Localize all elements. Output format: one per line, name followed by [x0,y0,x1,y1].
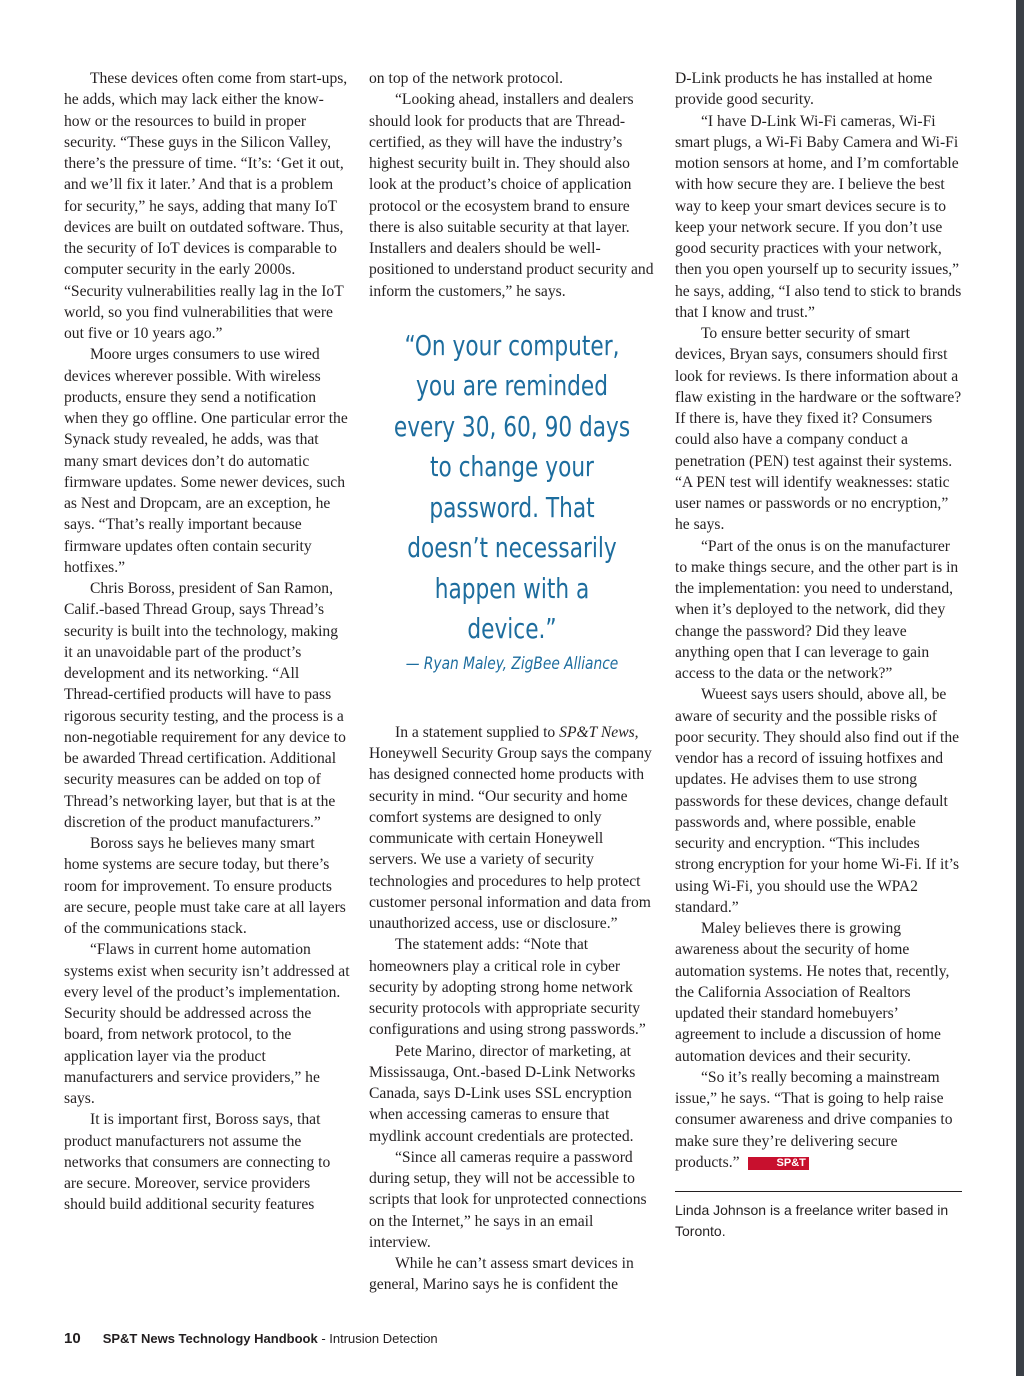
pull-quote [369,326,655,676]
paragraph: While he can’t assess smart devices in general, Marino says he is confident the [369,1255,634,1294]
paragraph: Pete Marino, director of marketing, at Mississauga, Ont.-based D-Link Networks Canada, says D-Link uses SSL encryption when accessing cameras to ensure that mydlink account credentials are protected. [369,1042,636,1145]
paragraph: Wueest says users should, above all, be aware of security and the possible risks of poor security. They should also find out if the vendor has a record of issuing hotfixes and updates. He advises them to use strong passwords for these devices, change default passwords and, where possible, enable security and encryption. “This includes strong encryption for your home Wi-Fi. If it’s using Wi-Fi, you should use the WPA2 standard.” [675,686,960,916]
paragraph: To ensure better security of smart devices, Bryan says, consumers should first look for reviews. Is there information about a flaw existing in the hardware or the software? If there is, have they fixed it? Consumers could also have a company conduct a penetration (PEN) test against their systems. “A PEN test will identify weaknesses: static user names or passwords or no encryption,” he says. [675,325,962,534]
page-footer [64,1330,438,1347]
pull-quote-text: “On your computer, you are reminded every 30, 60, 90 days to change your password. That doesn’t necessarily happen with a device.” [393,328,631,646]
author-bio: Linda Johnson is a freelance writer based in Toronto. [675,1202,949,1239]
closing-text: “So it’s really becoming a mainstream issue,” he says. “That is going to help raise consumer awareness and drive companies to make sure they’re delivering secure products.” [675,1068,953,1171]
paragraph: “I have D-Link Wi-Fi cameras, Wi-Fi smart plugs, a Wi-Fi Baby Camera and Wi-Fi motion sensors at home, and I’m comfortable with how secure they are. I believe the best way to keep your smart devices secure is to keep your network secure. If you don’t use good security practices with your network, then you open yourself up to security issues,” he says, adding, “I also tend to stick to brands that I know and trust.” [675,112,962,321]
page-edge-bar [1016,0,1024,1376]
paragraph: Maley believes there is growing awareness about the security of home automation systems. He notes that, recently, the California Association of Realtors updated their standard homebuyers’ agreement to include a discussion of home automation devices and their security. [675,920,950,1065]
paragraph: “Since all cameras require a password during setup, they will not be accessible to scripts that look for unprotected connections on the Internet,” he says in an email interview. [369,1148,647,1251]
footer-section: - Intrusion Detection [317,1331,438,1346]
paragraph: “Flaws in current home automation systems exist when security isn’t addressed at every level of the product’s implementation. Security should be addressed across the board, from network protocol, to the application layer via the product manufacturers and service providers,” he says. [64,941,350,1107]
statement-rest: Honeywell Security Group says the company has designed connected home products with security in mind. “Our security and home comfort systems are designed to only communicate with certain Honeywell servers. We use a variety of security technologies and procedures to help protect customer personal information and data from unauthorized access, use or disclosure.” [369,745,652,932]
paragraph: Boross says he believes many smart home systems are secure today, but there’s room for improvement. To ensure products are secure, people must take care at all layers of the communications stack. [64,835,346,937]
paragraph: It is important first, Boross says, that product manufacturers not assume the networks that consumers are connecting to are secure. Moreover, service providers should build additional security features [64,1111,331,1214]
paragraph: These devices often come from start-ups, he adds, which may lack either the know-how or the resources to build in proper security. “These guys in the Silicon Valley, there’s the pressure of time. “It’s: ‘Get it out, and we’ll fix it later.’ And that is a problem for security,” he says, adding that many IoT devices are built on outdated software. Thus, the security of IoT devices is comparable to computer security in the early 2000s. “Security vulnerabilities really lag in the IoT world, so you find vulnerabilities that were out five or 10 years ago.” [64,70,348,342]
paragraph [369,722,655,935]
footer-publication: SP&T News Technology Handbook [102,1331,318,1346]
paragraph [675,1067,962,1173]
paragraph: Moore urges consumers to use wired devices wherever possible. With wireless products, ensure they send a notification when they go offline. One particular error the Synack study revealed, he adds, was that many smart devices don’t do automatic firmware updates. Some newer devices, such as Nest and Dropcam, are an exception, he says. “That’s really important because firmware updates often contain security hotfixes.” [64,346,348,576]
statement-intro: In a statement supplied to [395,723,556,741]
end-mark-logo: SP&T [748,1157,809,1170]
paragraph: Chris Boross, president of San Ramon, Calif.-based Thread Group, says Thread’s security is built into the technology, making it an unavoidable part of the product’s development and its networking. “All Thread-certified products will have to pass rigorous security testing, and the process is a non-negotiable requirement for any device to be awarded Thread certification. Additional security measures can be added on top of Thread’s networking layer, but that is at the discretion of the product manufacturers.” [64,580,346,831]
paragraph: “Looking ahead, installers and dealers should look for products that are Thread-certified, as they will have the industry’s highest security built in. They should also look at the product’s choice of application protocol or the ecosystem brand to ensure there is also suitable security at that layer. Installers and dealers should be well-positioned to understand product security and inform the customers,” he says. [369,91,654,300]
paragraph: D-Link products he has installed at home provide good security. [675,70,933,109]
page-number: 10 [64,1330,81,1347]
column-3 [675,68,962,1242]
paragraph: The statement adds: “Note that homeowners play a critical role in cyber security by adopting strong home network security protocols with appropriate security configurations and using strong passwords.” [369,936,646,1039]
divider [675,1191,962,1192]
publication-name: SP&T News, [559,723,639,741]
paragraph: “Part of the onus is on the manufacturer to make things secure, and the other part is in the implementation: you need to understand, when it’s deployed to the network, did they change the password? Did they leave anything open that I can leverage to gain access to the data or the network?” [675,537,959,682]
pull-quote-attribution: — Ryan Maley, ZigBee Alliance [405,653,619,674]
paragraph: on top of the network protocol. [369,70,564,87]
column-1 [64,68,350,1216]
column-2 [369,68,655,1296]
